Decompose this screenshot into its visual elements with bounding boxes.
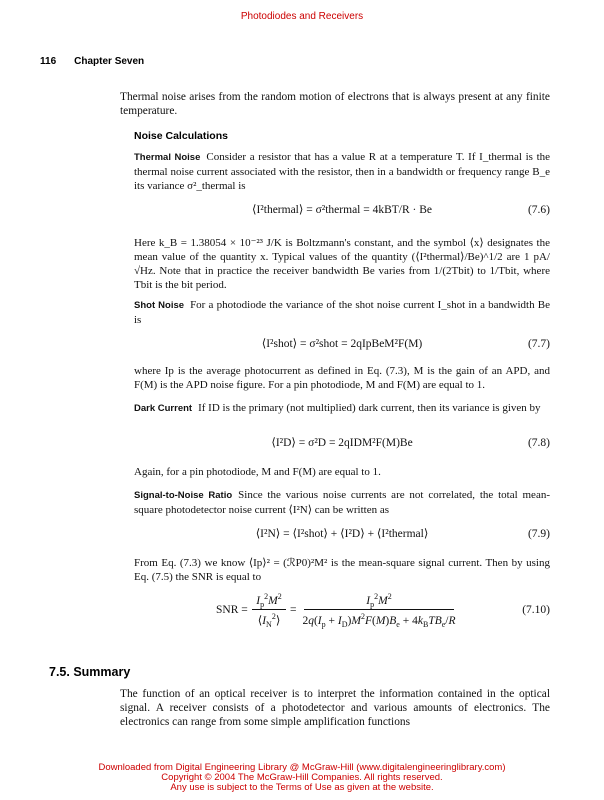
equation-7-6 (134, 202, 550, 222)
shot-noise-text: For a photodiode the variance of the shot noise current I_shot in a bandwidth Be is (134, 299, 550, 326)
equals-sign: = (290, 604, 297, 616)
shot-noise-heading: Shot Noise (134, 300, 185, 311)
thermal-noise-text: Consider a resistor that has a value R at a temperature T. If I_thermal is the thermal noise current associated with the resistor, then in a bandwidth or frequency range B_e its variance σ²_thermal is (134, 151, 551, 192)
summary-paragraph: The function of an optical receiver is to interpret the information contained in the optical signal. A receiver consists of a photodetector and various amounts of electronics. The electronics can range from some simple amplification functions (120, 688, 550, 729)
snr-text: Since the various noise currents are not correlated, the total mean-square photodetector noise current ⟨I²N⟩ can be written as (134, 489, 550, 516)
equation-body: ⟨I²shot⟩ = σ²shot = 2qIpBeM²F(M) (261, 338, 423, 350)
equation-7-9 (134, 526, 550, 546)
equation-body: ⟨I²thermal⟩ = σ²thermal = 4kBT/R · Be (251, 204, 433, 216)
thermal-noise-after: Here k_B = 1.38054 × 10⁻²³ J/K is Boltzmann's constant, and the symbol ⟨x⟩ designates the mean value of the quantity x. Typical values of the quantity (⟨I²thermal⟩/Be)^1/2 are 1 pA/√Hz. Note that in practice the receiver bandwidth Be varies from 1/(2Tbit) to 1/Tbit, where Tbit is the bit period. (134, 237, 550, 291)
equation-7-7 (134, 336, 550, 356)
equation-number: (7.7) (527, 338, 550, 350)
snr-label: SNR = (216, 604, 248, 616)
snr-after: From Eq. (7.3) we know ⟨Ip⟩² = (ℛP0)²M² is the mean-square signal current. Then by using Eq. (7.5) the SNR is equal to (134, 557, 550, 583)
shot-noise-after: where Ip is the average photocurrent as defined in Eq. (7.3), M is the gain of an APD, and F(M) is the APD noise figure. For a pin photodiode, M and F(M) are equal to 1. (134, 365, 550, 391)
dark-current-heading: Dark Current (134, 403, 193, 414)
fraction-1-numerator: $I_p^2M^2$ (252, 592, 286, 610)
dark-current-text: If ID is the primary (not multiplied) dark current, then its variance is given by (198, 402, 541, 414)
equation-number: (7.10) (522, 604, 550, 616)
equation-body: ⟨I²D⟩ = σ²D = 2qIDM²F(M)Be (271, 437, 413, 449)
section-title-summary: 7.5. Summary (49, 665, 131, 679)
fraction-1-denominator: $⟨I_N^2⟩$ (257, 612, 281, 630)
thermal-noise-paragraph (134, 150, 550, 193)
footer-download-line: Downloaded from Digital Engineering Library @ McGraw-Hill (www.digitalengineeringlibrary.com) (98, 762, 506, 773)
dark-current-after: Again, for a pin photodiode, M and F(M) are equal to 1. (134, 466, 381, 478)
equation-number: (7.6) (527, 204, 550, 216)
thermal-noise-heading: Thermal Noise (134, 152, 201, 163)
snr-paragraph (134, 488, 550, 517)
fraction-2-denominator: $2q(I_p + I_D)M^2F(M)B_e + 4k_BTB_e/R$ (302, 612, 456, 630)
shot-noise-paragraph (134, 298, 550, 327)
footer-copyright-line: Copyright © 2004 The McGraw-Hill Companies. All rights reserved. (161, 772, 443, 783)
noise-calculations-heading: Noise Calculations (134, 130, 228, 142)
intro-paragraph: Thermal noise arises from the random motion of electrons that is always present at any finite temperature. (120, 91, 550, 118)
running-banner: Photodiodes and Receivers (240, 11, 364, 22)
snr-heading: Signal-to-Noise Ratio (134, 490, 233, 501)
running-head (40, 56, 144, 67)
page-number: 116 (40, 56, 57, 67)
chapter-label: Chapter Seven (74, 56, 145, 67)
equation-body: ⟨I²N⟩ = ⟨I²shot⟩ + ⟨I²D⟩ + ⟨I²thermal⟩ (255, 528, 429, 540)
equation-7-8 (134, 435, 550, 455)
equation-7-10 (134, 592, 550, 632)
footer-terms-line: Any use is subject to the Terms of Use as given at the website. (170, 782, 434, 793)
equation-number: (7.9) (527, 528, 550, 540)
equation-number: (7.8) (527, 437, 550, 449)
dark-current-paragraph (134, 401, 550, 416)
fraction-2-numerator: $I_p^2M^2$ (304, 592, 454, 610)
